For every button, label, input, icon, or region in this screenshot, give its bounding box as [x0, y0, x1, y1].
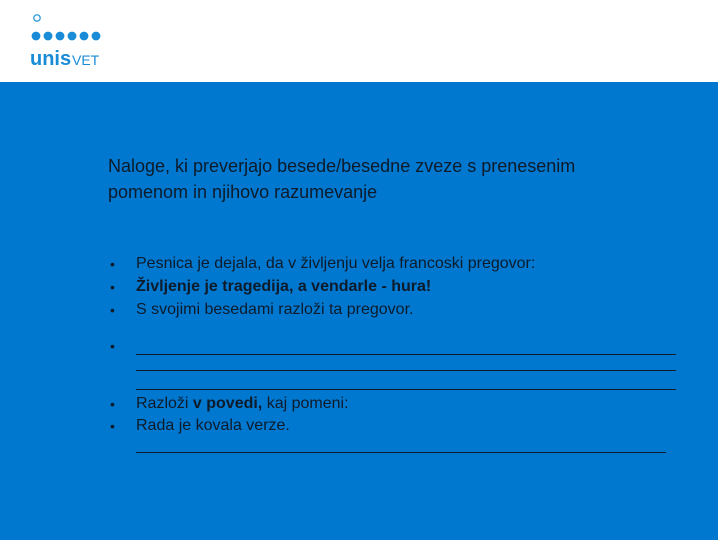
item-explain-part1: Razloži [136, 395, 193, 412]
logo-dot [34, 15, 40, 21]
item-quote-intro: Pesnica je dejala, da v življenju velja francoski pregovor: [136, 255, 536, 272]
item-sentence: Rada je kovala verze. [136, 417, 290, 434]
answer-line [136, 389, 676, 390]
answer-line [136, 370, 676, 371]
logo-dot [92, 32, 101, 41]
title-line-1: Naloge, ki preverjajo besede/besedne zveze s prenesenim [108, 156, 576, 176]
list-item [0, 394, 720, 414]
list-item [0, 254, 720, 274]
bullet: • [110, 256, 115, 272]
list-item [0, 277, 720, 297]
logo-dot [56, 32, 65, 41]
answer-line [136, 354, 676, 355]
bullet: • [110, 396, 115, 412]
answer-line [136, 452, 666, 453]
logo-dot [68, 32, 77, 41]
item-explain [136, 394, 349, 414]
unisvet-logo [30, 12, 120, 74]
title-line-2: pomenom in njihovo razumevanje [108, 182, 378, 202]
slide-title [108, 153, 688, 205]
logo-text-vet: VET [72, 52, 100, 68]
logo-dot [80, 32, 89, 41]
item-explain-part2: kaj pomeni: [262, 395, 349, 412]
bullet: • [110, 338, 115, 354]
logo-text-unis: unis [30, 48, 72, 70]
logo-dot [44, 32, 53, 41]
item-explain-bold: v povedi, [192, 395, 263, 412]
list-item [0, 416, 720, 436]
list-item [0, 300, 720, 320]
bullet: • [110, 279, 115, 295]
list-item-answer [0, 336, 720, 356]
bullet: • [110, 418, 115, 434]
bullet: • [110, 302, 115, 318]
item-proverb: Življenje je tragedija, a vendarle - hura! [136, 278, 432, 295]
item-task: S svojimi besedami razloži ta pregovor. [136, 301, 414, 318]
logo-dot [32, 32, 41, 41]
